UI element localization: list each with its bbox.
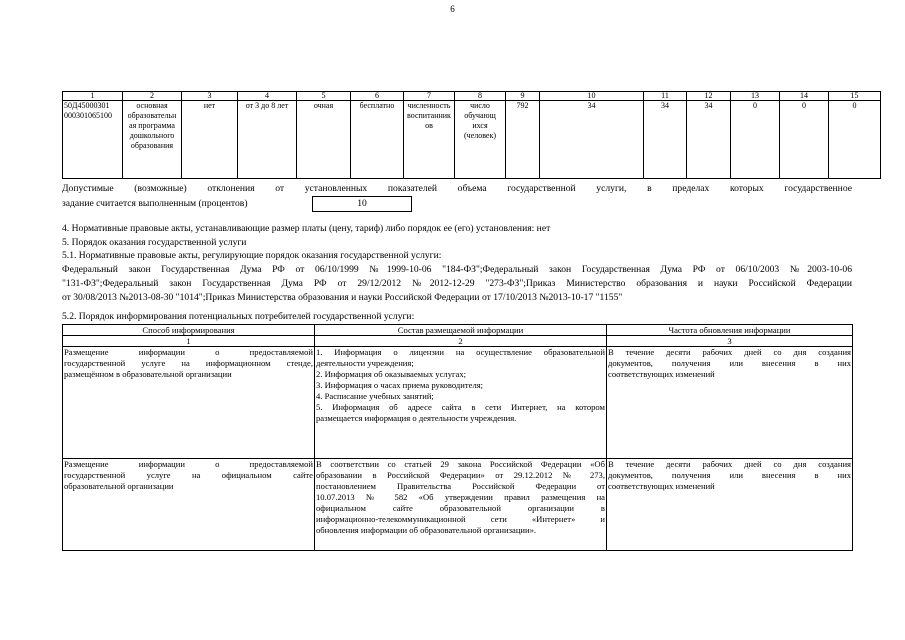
column-number: 2 xyxy=(123,92,182,101)
value-cell: 0 xyxy=(780,101,829,179)
volume-indicators-table xyxy=(62,91,881,179)
column-number: 4 xyxy=(238,92,297,101)
table-header-row xyxy=(63,92,881,101)
column-number: 6 xyxy=(351,92,404,101)
column-number: 14 xyxy=(780,92,829,101)
table-row xyxy=(63,347,853,459)
frequency-cell: В течение десяти рабочих дней со дня создания документов, получения или внесения в них соответствующих изменений xyxy=(607,459,853,551)
column-header: Состав размещаемой информации xyxy=(315,325,607,336)
column-number: 15 xyxy=(829,92,881,101)
value-cell: 34 xyxy=(644,101,687,179)
column-number: 13 xyxy=(731,92,780,101)
table-cell: нет xyxy=(182,101,238,179)
column-number: 3 xyxy=(607,336,853,347)
section-5-2-heading: 5.2. Порядок информирования потенциальных потребителей государственной услуги: xyxy=(62,311,415,322)
legal-acts-line: Федеральный закон Государственная Дума РФ от 06/10/1999 №1999-10-06 "184-ФЗ";Федеральный закон Государственная Дума РФ от 06/10/2003 №2003-10-06 xyxy=(62,264,852,275)
code-cell: 792 xyxy=(506,101,540,179)
deviation-text-line1: Допустимые (возможные) отклонения от установленных показателей объема государственной услуги, в пределах которых государственное xyxy=(62,183,852,194)
method-cell: Размещение информации о предоставляемой государственной услуге на официальном сайте образовательной организации xyxy=(63,459,315,551)
deviation-text-line2: задание считается выполненным (процентов) xyxy=(62,198,248,209)
section-5-heading: 5. Порядок оказания государственной услуги xyxy=(62,237,247,248)
column-number: 11 xyxy=(644,92,687,101)
column-number: 8 xyxy=(455,92,506,101)
value-cell: 0 xyxy=(731,101,780,179)
value-cell: 0 xyxy=(829,101,881,179)
column-header: Частота обновления информации xyxy=(607,325,853,336)
registry-number-cell: 50Д45000301 000301065100 xyxy=(63,101,123,179)
legal-acts-line: "131-ФЗ";Федеральный закон Государственная Дума РФ от 29/12/2012 №2012-12-29 "273-ФЗ";Приказ Министерство образования и науки Российской Федерации xyxy=(62,278,852,289)
column-number: 5 xyxy=(297,92,351,101)
deviation-value-box: 10 xyxy=(312,196,412,212)
section-5-1-heading: 5.1. Нормативные правовые акты, регулирующие порядок оказания государственной услуги: xyxy=(62,250,442,261)
table-row xyxy=(63,459,853,551)
table-row xyxy=(63,101,881,179)
payment-cell: бесплатно xyxy=(351,101,404,179)
column-number: 12 xyxy=(687,92,731,101)
indicator-name-cell: численность воспитанник ов xyxy=(404,101,455,179)
section-4-text: 4. Нормативные правовые акты, устанавливающие размер платы (цену, тариф) либо порядок ее (его) установления: нет xyxy=(62,223,551,234)
column-number: 2 xyxy=(315,336,607,347)
frequency-cell: В течение десяти рабочих дней со дня создания документов, получения или внесения в них соответствующих изменений xyxy=(607,347,853,459)
table-header-row xyxy=(63,325,853,336)
program-cell: основная образовательн ая программа дошкольного образования xyxy=(123,101,182,179)
column-number: 9 xyxy=(506,92,540,101)
unit-cell: число обучающ ихся (человек) xyxy=(455,101,506,179)
age-cell: от 3 до 8 лет xyxy=(238,101,297,179)
method-cell: Размещение информации о предоставляемой государственной услуге на информационном стенде, размещённом в образовательной организации xyxy=(63,347,315,459)
column-header: Способ информирования xyxy=(63,325,315,336)
page-number: 6 xyxy=(450,4,455,14)
column-number: 7 xyxy=(404,92,455,101)
content-cell: 1. Информация о лицензии на осуществление образовательной деятельности учреждения; 2. Информация об оказываемых услугах; 3. Информация о часах приема руководителя; 4. Расписание учебных занятий; 5. Информация об адресе сайта в сети Интернет, на котором размещается информация о деятельности учреждения. xyxy=(315,347,607,459)
column-number: 1 xyxy=(63,336,315,347)
form-cell: очная xyxy=(297,101,351,179)
column-number-row xyxy=(63,336,853,347)
value-cell: 34 xyxy=(687,101,731,179)
column-number: 1 xyxy=(63,92,123,101)
column-number: 3 xyxy=(182,92,238,101)
informing-table xyxy=(62,324,853,551)
value-cell: 34 xyxy=(540,101,644,179)
content-cell: В соответствии со статьей 29 закона Российской Федерации «Об образовании в Российской Федерации» от 29.12.2012 № 273, постановлением Правительства Российской Федерации от 10.07.2013 № 582 «Об утверждении правил размещения на официальном сайте образовательной организации в информационно-телекоммуникационной сети «Интернет» и обновления информации об образовательной организации». xyxy=(315,459,607,551)
column-number: 10 xyxy=(540,92,644,101)
legal-acts-line: от 30/08/2013 №2013-08-30 "1014";Приказ Министерства образования и науки Российской Федерации от 17/10/2013 №2013-10-17 "1155" xyxy=(62,292,623,303)
